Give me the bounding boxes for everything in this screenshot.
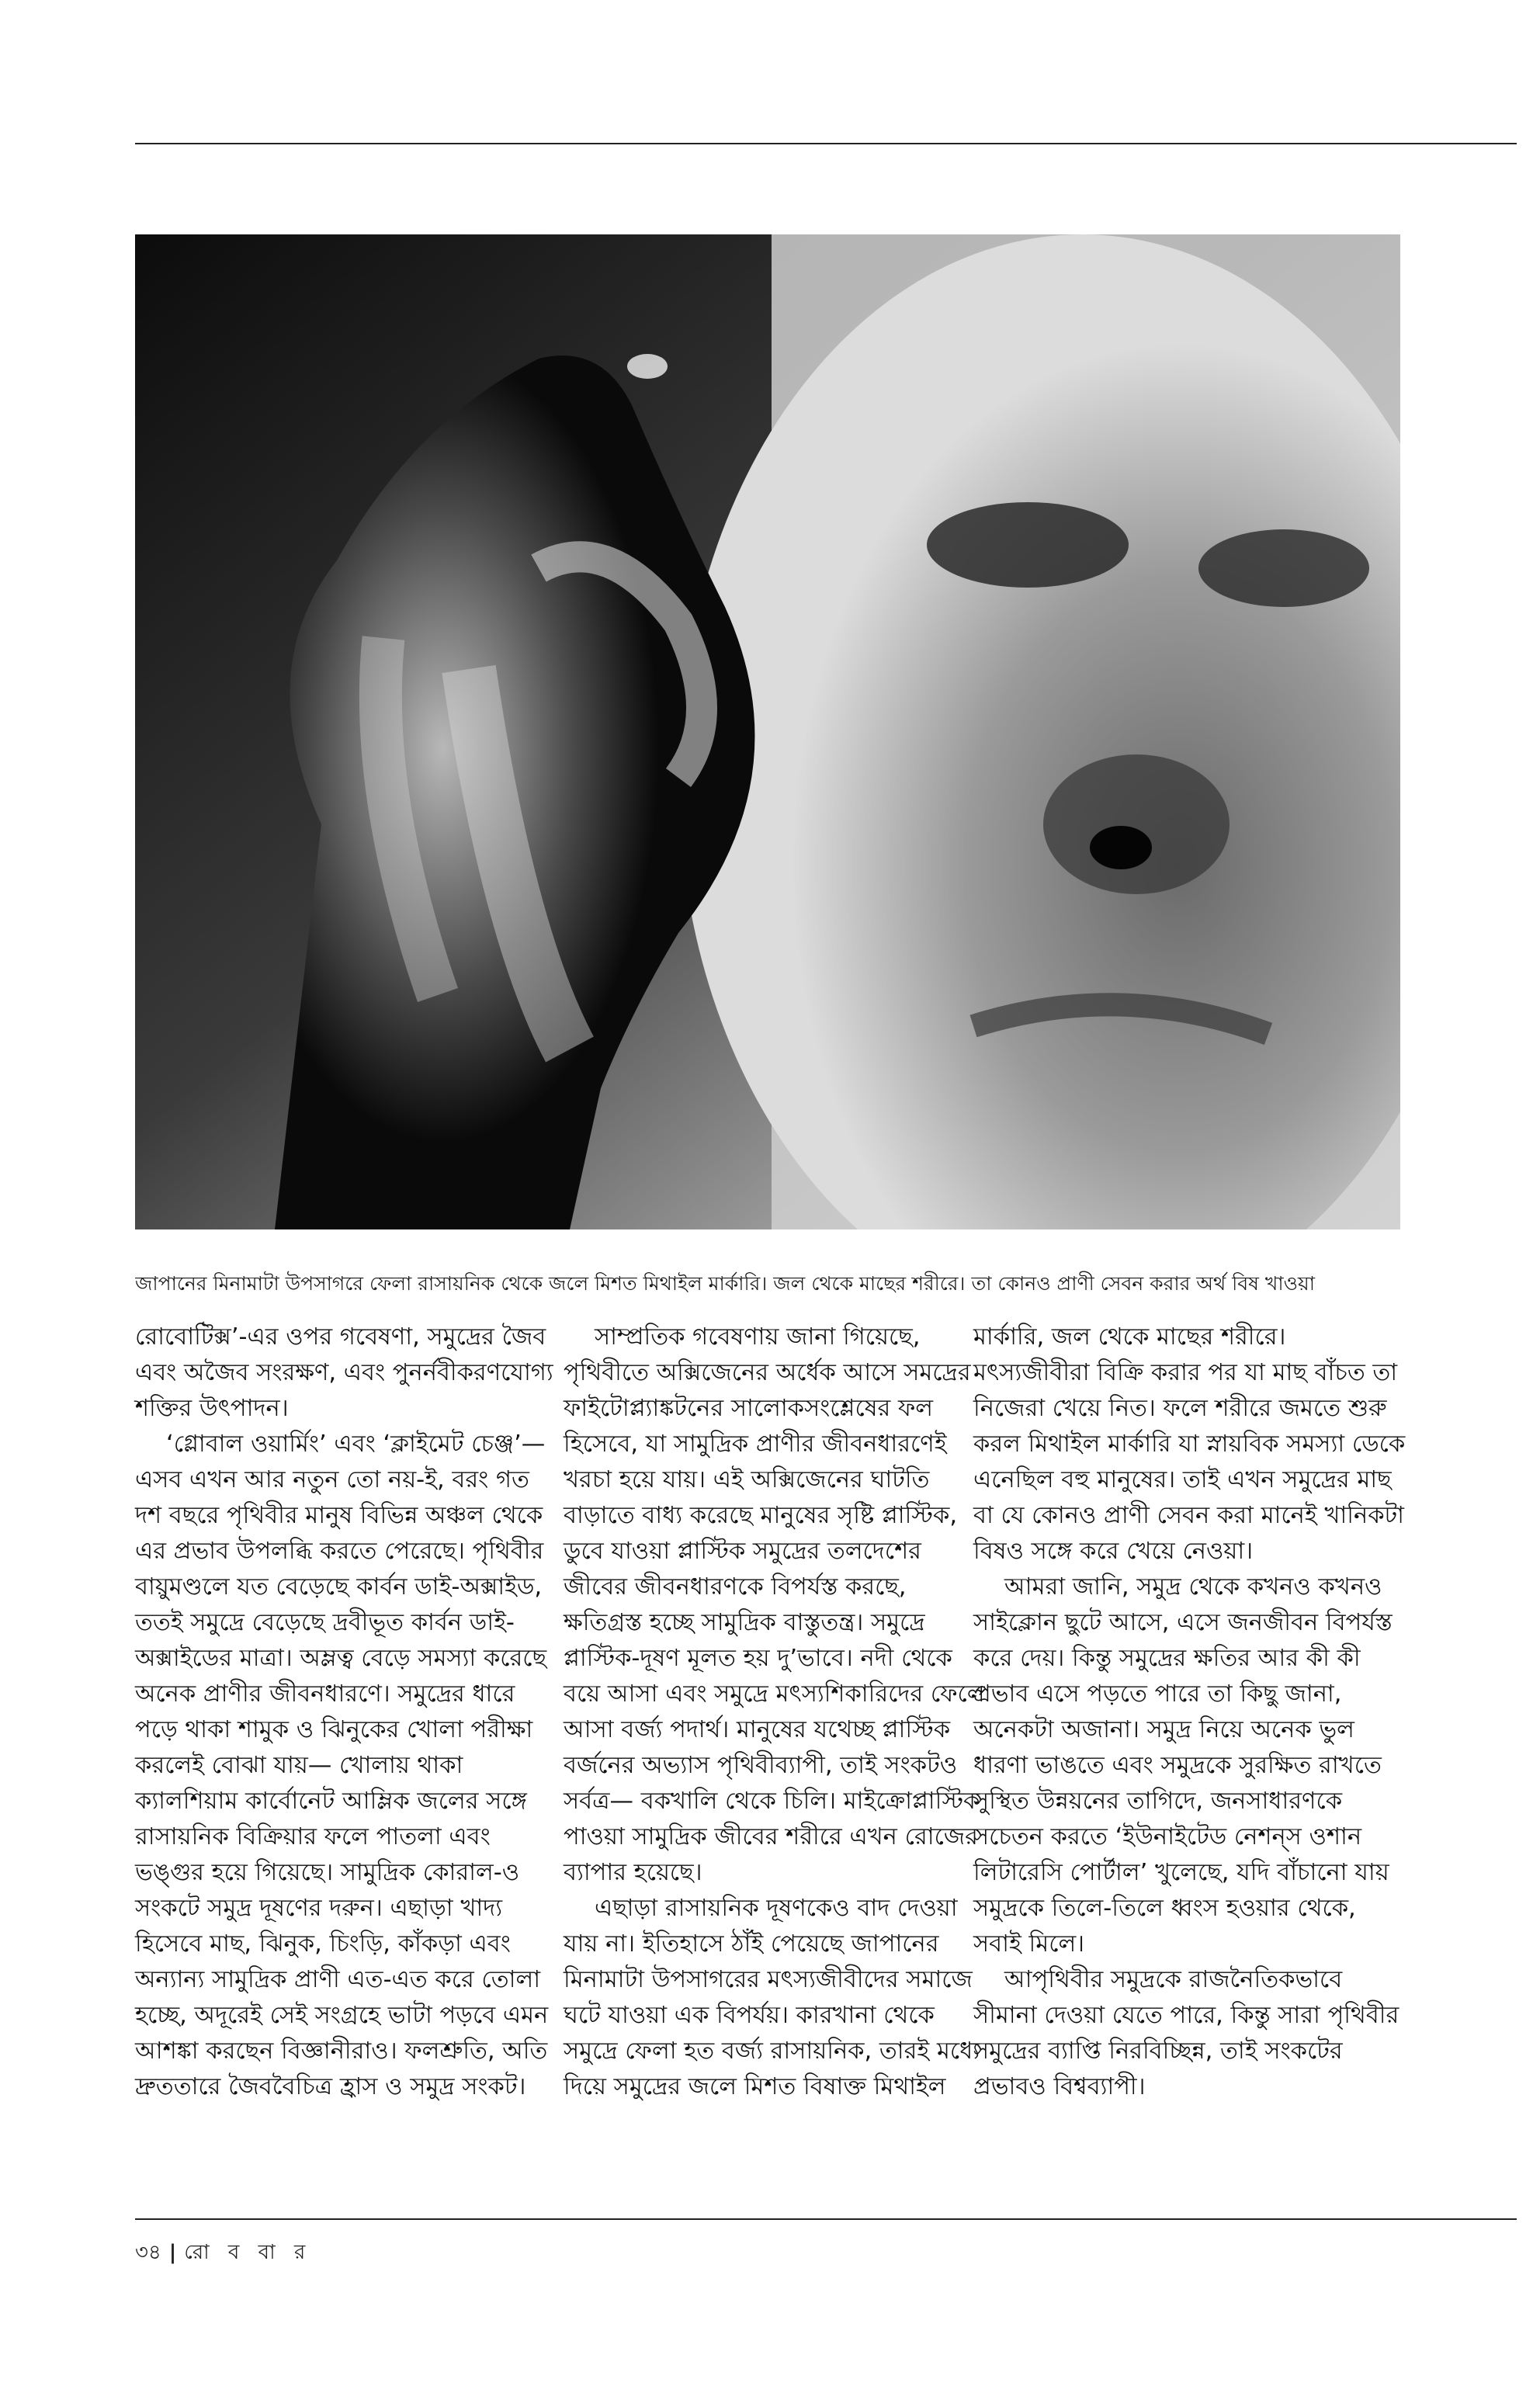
- paragraph: আমরা জানি, সমুদ্র থেকে কখনও কখনও সাইক্লোন ছুটে আসে, এসে জনজীবন বিপর্যস্ত করে দেয়। কিন্তু সমুদ্রের ক্ষতির আর কী কী প্রভাব এসে পড়তে পারে তা কিছু জানা, অনেকটা অজানা। সমুদ্র নিয়ে অনেক ভুল ধারণা ভাঙতে এবং সমুদ্রকে সুরক্ষিত রাখতে সুস্থিত উন্নয়নের তাগিদে, জনসাধারণকে সচেতন করতে ‘ইউনাইটেড নেশন্‌স ওশান লিটারেসি পোর্টাল’ খুলেছে, যদি বাঁচানো যায় সমুদ্রকে তিলে-তিলে ধ্বংস হওয়ার থেকে, সবাই মিলে।: [973, 1573, 1393, 1958]
- top-rule: [135, 143, 1517, 144]
- paragraph: আপৃথিবীর সমুদ্রকে রাজনৈতিকভাবে সীমানা দেওয়া যেতে পারে, কিন্তু সারা পৃথিবীর সমুদ্রের ব্যাপ্তি নিরবিচ্ছিন্ন, তাই সংকটের প্রভাবও বিশ্বব্যাপী।: [973, 1966, 1400, 2100]
- photo-man-holding-mercury-icon: [135, 234, 1400, 1229]
- article-column-2: [564, 1320, 987, 2105]
- paragraph: মার্কারি, জল থেকে মাছের শরীরে। মৎস্যজীবীরা বিক্রি করার পর যা মাছ বাঁচত তা নিজেরা খেয়ে নিত। ফলে শরীরে জমতে শুরু করল মিথাইল মার্কারি যা স্নায়বিক সমস্যা ডেকে এনেছিল বহু মানুষের। তাই এখন সমুদ্রের মাছ বা যে কোনও প্রাণী সেবন করা মানেই খানিকটা বিষও সঙ্গে করে খেয়ে নেওয়া।: [973, 1323, 1406, 1565]
- page-footer: [135, 2239, 311, 2266]
- article-column-1: [135, 1320, 554, 2105]
- page-number: ৩৪: [135, 2241, 161, 2264]
- footer-separator: |: [168, 2241, 177, 2264]
- article-column-3: [973, 1320, 1408, 2105]
- bottom-rule: [135, 2218, 1517, 2220]
- paragraph: এছাড়া রাসায়নিক দূষণকেও বাদ দেওয়া যায় না। ইতিহাসে ঠাঁই পেয়েছে জাপানের মিনামাটা উপসাগরের মৎস্যজীবীদের সমাজে ঘটে যাওয়া এক বিপর্যয়। কারখানা থেকে সমুদ্রে ফেলা হত বর্জ্য রাসায়নিক, তারই মধ্যে দিয়ে সমুদ্রের জলে মিশত বিষাক্ত মিথাইল: [564, 1895, 980, 2100]
- article-photo: [135, 234, 1400, 1229]
- photo-caption: জাপানের মিনামাটা উপসাগরে ফেলা রাসায়নিক থেকে জলে মিশত মিথাইল মার্কারি। জল থেকে মাছের শরীরে। তা কোনও প্রাণী সেবন করার অর্থ বিষ খাওয়া: [135, 1272, 1315, 1295]
- paragraph: ‘গ্লোবাল ওয়ার্মিং’ এবং ‘ক্লাইমেট চেঞ্জ’— এসব এখন আর নতুন তো নয়-ই, বরং গত দশ বছরে পৃথিবীর মানুষ বিভিন্ন অঞ্চল থেকে এর প্রভাব উপলব্ধি করতে পেরেছে। পৃথিবীর বায়ুমণ্ডলে যত বেড়েছে কার্বন ডাই-অক্সাইড, ততই সমুদ্রে বেড়েছে দ্রবীভূত কার্বন ডাই-অক্সাইডের মাত্রা। অম্লত্ব বেড়ে সমস্যা করেছে অনেক প্রাণীর জীবনধারণে। সমুদ্রের ধারে পড়ে থাকা শামুক ও ঝিনুকের খোলা পরীক্ষা করলেই বোঝা যায়— খোলায় থাকা ক্যালশিয়াম কার্বোনেট আম্লিক জলের সঙ্গে রাসায়নিক বিক্রিয়ার ফলে পাতলা এবং ভঙ্গুর হয়ে গিয়েছে। সামুদ্রিক কোরাল-ও সংকটে সমুদ্র দূষণের দরুন। এছাড়া খাদ্য হিসেবে মাছ, ঝিনুক, চিংড়ি, কাঁকড়া এবং অন্যান্য সামুদ্রিক প্রাণী এত-এত করে তোলা হচ্ছে, অদূরেই সেই সংগ্রহে ভাটা পড়বে এমন আশঙ্কা করছেন বিজ্ঞানীরাও। ফলশ্রুতি, অতি দ্রুততারে জৈববৈচিত্র হ্রাস ও সমুদ্র সংকট।: [135, 1431, 549, 2100]
- magazine-name: রো ব বা র: [184, 2241, 312, 2264]
- paragraph: সাম্প্রতিক গবেষণায় জানা গিয়েছে, পৃথিবীতে অক্সিজেনের অর্ধেক আসে সমদ্রের ফাইটোপ্ল্যাঙ্কটনের সালোকসংশ্লেষের ফল হিসেবে, যা সামুদ্রিক প্রাণীর জীবনধারণেই খরচা হয়ে যায়। এই অক্সিজেনের ঘাটতি বাড়াতে বাধ্য করেছে মানুষের সৃষ্টি প্লাস্টিক, ডুবে যাওয়া প্লাস্টিক সমুদ্রের তলদেশের জীবের জীবনধারণকে বিপর্যস্ত করছে, ক্ষতিগ্রস্ত হচ্ছে সামুদ্রিক বাস্তুতন্ত্র। সমুদ্রে প্লাস্টিক-দূষণ মূলত হয় দু’ভাবে। নদী থেকে বয়ে আসা এবং সমুদ্রে মৎস্যশিকারিদের ফেলে আসা বর্জ্য পদার্থ। মানুষের যথেচ্ছ প্লাস্টিক বর্জনের অভ্যাস পৃথিবীব্যাপী, তাই সংকটও সর্বত্র— বকখালি থেকে চিলি। মাইক্রোপ্লাস্টিক পাওয়া সামুদ্রিক জীবের শরীরে এখন রোজের ব্যাপার হয়েছে।: [564, 1323, 985, 1886]
- paragraph: রোবোটিক্স’-এর ওপর গবেষণা, সমুদ্রের জৈব এবং অজৈব সংরক্ষণ, এবং পুনর্নবীকরণযোগ্য শক্তির উৎপাদন।: [135, 1323, 553, 1422]
